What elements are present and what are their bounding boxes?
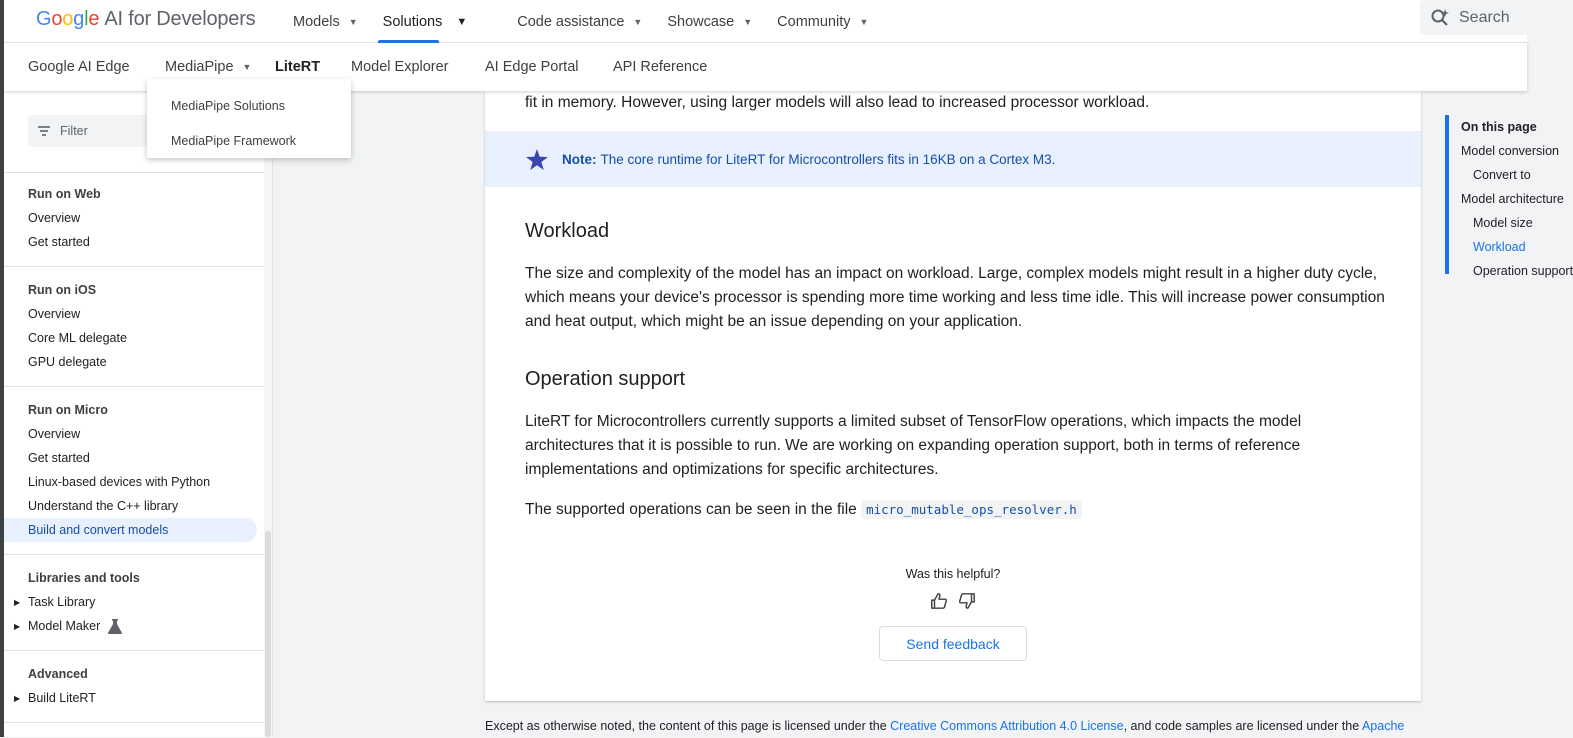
nav-code-assistance[interactable]: Code assistance ▼	[517, 13, 643, 30]
subnav-litert[interactable]: LiteRT	[269, 43, 324, 91]
nav-showcase[interactable]: Showcase ▼	[667, 13, 753, 30]
article-paragraph: fit in memory. However, using larger models will also lead to increased processor workload.	[525, 94, 1150, 111]
subnav-google-ai-edge[interactable]: Google AI Edge	[28, 59, 130, 75]
code-link-ops-resolver[interactable]: micro_mutable_ops_resolver.h	[861, 500, 1082, 519]
toc-item-convert-to[interactable]: Convert to	[1473, 168, 1531, 182]
heading-workload: Workload	[525, 220, 610, 242]
site-logo[interactable]: Google AI for Developers	[36, 8, 256, 30]
supported-ops-paragraph: The supported operations can be seen in the file micro_mutable_ops_resolver.h	[525, 498, 1385, 522]
sidebar-item-task-library[interactable]: ▶ Task Library	[14, 595, 96, 609]
top-nav	[293, 0, 868, 43]
sidebar-section-libraries-tools	[4, 554, 265, 638]
sidebar-item-micro-get-started[interactable]: Get started	[28, 451, 90, 465]
subnav-ai-edge-portal[interactable]: AI Edge Portal	[485, 59, 579, 75]
toc-item-workload[interactable]: Workload	[1473, 240, 1526, 254]
sidebar-section-title: Run on Micro	[28, 403, 108, 417]
helpful-question: Was this helpful?	[905, 567, 1001, 581]
filter-icon	[38, 126, 50, 136]
flask-icon	[108, 619, 122, 634]
sidebar-section-title: Run on Web	[28, 187, 101, 201]
sidebar-item-web-get-started[interactable]: Get started	[28, 235, 90, 249]
search-box[interactable]	[1420, 0, 1527, 35]
toc-item-model-architecture[interactable]: Model architecture	[1461, 192, 1564, 206]
nav-solutions[interactable]: Solutions ▼	[383, 0, 468, 43]
sidebar-item-model-maker[interactable]: ▶ Model Maker	[4, 614, 265, 638]
subnav-model-explorer[interactable]: Model Explorer	[351, 59, 449, 75]
sidebar-section-title: Run on iOS	[28, 283, 97, 297]
expand-arrow-icon[interactable]: ▶	[14, 621, 21, 631]
thumbs-down-icon[interactable]	[958, 592, 976, 610]
sidebar-item-core-ml-delegate[interactable]: Core ML delegate	[28, 331, 127, 345]
expand-arrow-icon[interactable]: ▶	[14, 597, 21, 607]
top-header	[0, 0, 1527, 43]
heading-operation-support: Operation support	[525, 368, 686, 390]
filter-placeholder: Filter	[60, 124, 88, 138]
window-edge	[0, 0, 4, 737]
thumbs-up-icon[interactable]	[930, 592, 948, 610]
dropdown-item-mediapipe-framework[interactable]: MediaPipe Framework	[171, 133, 297, 148]
rating-buttons	[930, 592, 976, 610]
search-label: Search	[1459, 8, 1510, 26]
expand-arrow-icon[interactable]: ▶	[14, 693, 21, 703]
note-callout	[485, 131, 1421, 187]
chevron-down-icon: ▼	[859, 16, 869, 27]
sidebar-section-title: Libraries and tools	[28, 571, 140, 585]
apache-license-link[interactable]: Apache	[1361, 719, 1405, 733]
search-spark-icon	[1430, 8, 1450, 28]
sidebar-section-advanced	[4, 650, 265, 710]
sidebar-item-micro-overview[interactable]: Overview	[28, 427, 81, 441]
sidebar-item-cpp-library[interactable]: Understand the C++ library	[28, 499, 179, 513]
left-sidebar	[4, 91, 273, 737]
scrollbar-thumb[interactable]	[265, 531, 271, 737]
filter-input[interactable]	[28, 115, 158, 147]
on-this-page-toc	[1445, 115, 1573, 278]
nav-community[interactable]: Community ▼	[777, 13, 869, 30]
chevron-down-icon: ▼	[242, 62, 252, 72]
sidebar-item-linux-python[interactable]: Linux-based devices with Python	[28, 475, 211, 489]
chevron-down-icon: ▼	[456, 15, 468, 28]
subnav-api-reference[interactable]: API Reference	[613, 59, 708, 75]
nav-models[interactable]: Models ▼	[293, 13, 358, 30]
toc-item-operation-support[interactable]: Operation support	[1473, 264, 1573, 278]
chevron-down-icon: ▼	[348, 16, 358, 27]
sidebar-divider	[4, 722, 265, 738]
sidebar-item-ios-overview[interactable]: Overview	[28, 307, 81, 321]
send-feedback-button[interactable]: Send feedback	[879, 626, 1027, 661]
article-card	[485, 91, 1421, 701]
toc-title: On this page	[1461, 120, 1537, 134]
note-label: Note:	[562, 151, 597, 167]
note-text: The core runtime for LiteRT for Microcontrollers fits in 16KB on a Cortex M3.	[600, 151, 1056, 167]
sidebar-item-gpu-delegate[interactable]: GPU delegate	[28, 355, 107, 369]
sidebar-section-run-on-micro	[4, 386, 265, 542]
toc-item-model-conversion[interactable]: Model conversion	[1461, 144, 1559, 158]
sidebar-item-web-overview[interactable]: Overview	[28, 211, 81, 225]
cc-license-link[interactable]: Creative Commons Attribution 4.0 License	[890, 719, 1124, 733]
star-icon	[526, 149, 548, 170]
dropdown-item-mediapipe-solutions[interactable]: MediaPipe Solutions	[171, 98, 285, 113]
mediapipe-dropdown	[147, 79, 351, 158]
license-footer: Except as otherwise noted, the content of this page is licensed under the Creative Commons Attribution 4.0 License, and code samples are licensed under the Apache	[485, 719, 1405, 733]
toc-item-model-size[interactable]: Model size	[1473, 216, 1533, 230]
sidebar-section-run-on-web	[4, 172, 265, 254]
subnav-mediapipe[interactable]: MediaPipe ▼	[165, 59, 252, 75]
chevron-down-icon: ▼	[633, 16, 643, 27]
sidebar-scrollbar[interactable]	[264, 91, 272, 737]
sidebar-item-build-convert-models[interactable]: Build and convert models	[4, 518, 257, 542]
operation-paragraph: LiteRT for Microcontrollers currently supports a limited subset of TensorFlow operations, which impacts the model architectures that it is possible to run. We are working on expanding operation support, both in terms of reference implementations and optimizations for specific architectures.	[525, 413, 1302, 478]
workload-paragraph: The size and complexity of the model has an impact on workload. Large, complex models might result in a higher duty cycle, which means your device's processor is spending more time working and less time idle. This will increase power consumption and heat output, which might be an issue depending on your application.	[525, 265, 1385, 330]
sidebar-item-build-litert[interactable]: ▶ Build LiteRT	[14, 691, 96, 705]
sidebar-section-run-on-ios	[4, 266, 265, 374]
sidebar-section-title: Advanced	[28, 667, 88, 681]
chevron-down-icon: ▼	[743, 16, 753, 27]
